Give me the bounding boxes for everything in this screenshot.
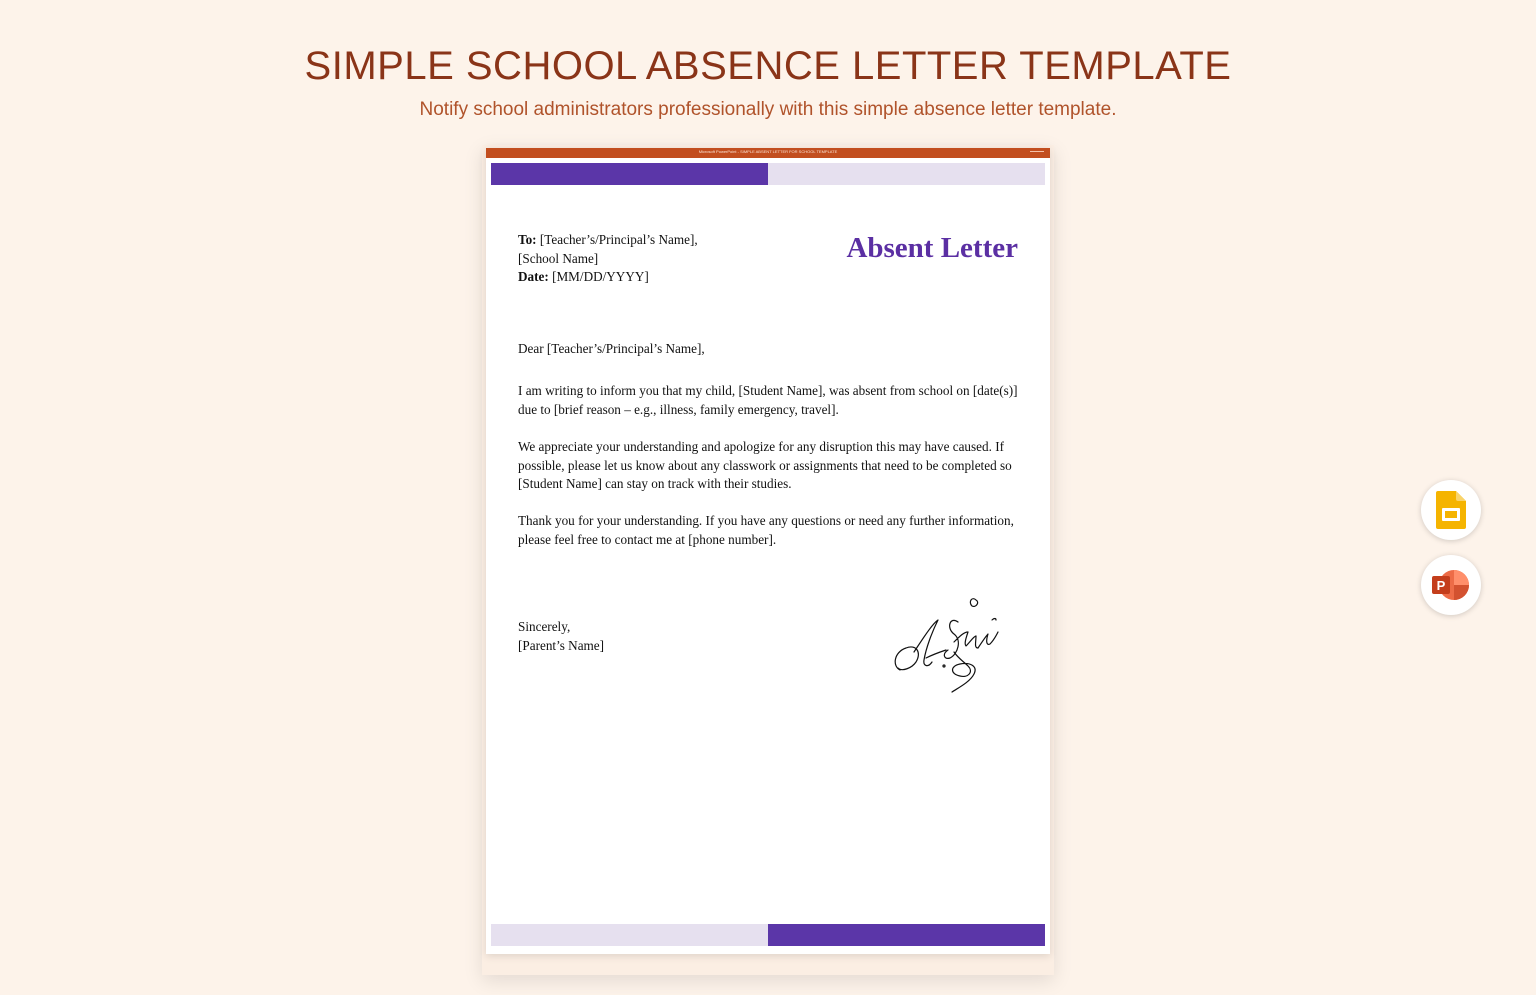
google-slides-button[interactable] [1421, 480, 1481, 540]
signature-image [888, 592, 1006, 696]
top-band-light [768, 163, 1045, 185]
body-paragraph-1: I am writing to inform you that my child, [Student Name], was absent from school on [date(s)] due to [brief reason – e.g., illness, family emergency, travel]. [518, 383, 1018, 417]
window-titlebar [486, 148, 1050, 158]
closing-text: Sincerely, [518, 619, 571, 634]
bottom-band-light [491, 924, 768, 946]
document-preview [486, 148, 1050, 954]
page-title: SIMPLE SCHOOL ABSENCE LETTER TEMPLATE [304, 44, 1232, 88]
school-name: [School Name] [518, 250, 599, 266]
bottom-band-dark [768, 924, 1045, 946]
page-subtitle: Notify school administrators professionally with this simple absence letter template. [419, 99, 1117, 120]
body-paragraph-2: We appreciate your understanding and apologize for any disruption this may have caused. If possible, please let us know about any classwork or assignments that need to be completed so [Student Name] can stay on track with their studies. [518, 439, 1012, 491]
body-paragraph-3: Thank you for your understanding. If you have any questions or need any further information, please feel free to contact me at [phone number]. [518, 513, 1014, 547]
signer-name: [Parent’s Name] [518, 637, 605, 653]
to-label: To: [518, 232, 537, 247]
to-value: [Teacher’s/Principal’s Name], [536, 232, 698, 247]
date-label: Date: [518, 269, 549, 284]
svg-text:P: P [1436, 578, 1446, 593]
google-slides-icon [1436, 491, 1466, 529]
closing-block [518, 618, 604, 655]
letter-heading: Absent Letter [846, 232, 1018, 264]
recipient-block [518, 231, 818, 287]
salutation: Dear [Teacher’s/Principal’s Name], [518, 341, 705, 356]
window-controls-icon[interactable] [1030, 151, 1044, 155]
date-value: [MM/DD/YYYY] [548, 269, 649, 284]
top-band-dark [491, 163, 768, 185]
powerpoint-button[interactable] [1421, 555, 1481, 615]
window-app-title: Microsoft PowerPoint - SIMPLE ABSENT LETTER FOR SCHOOL TEMPLATE [698, 149, 838, 154]
powerpoint-icon [1432, 569, 1470, 601]
